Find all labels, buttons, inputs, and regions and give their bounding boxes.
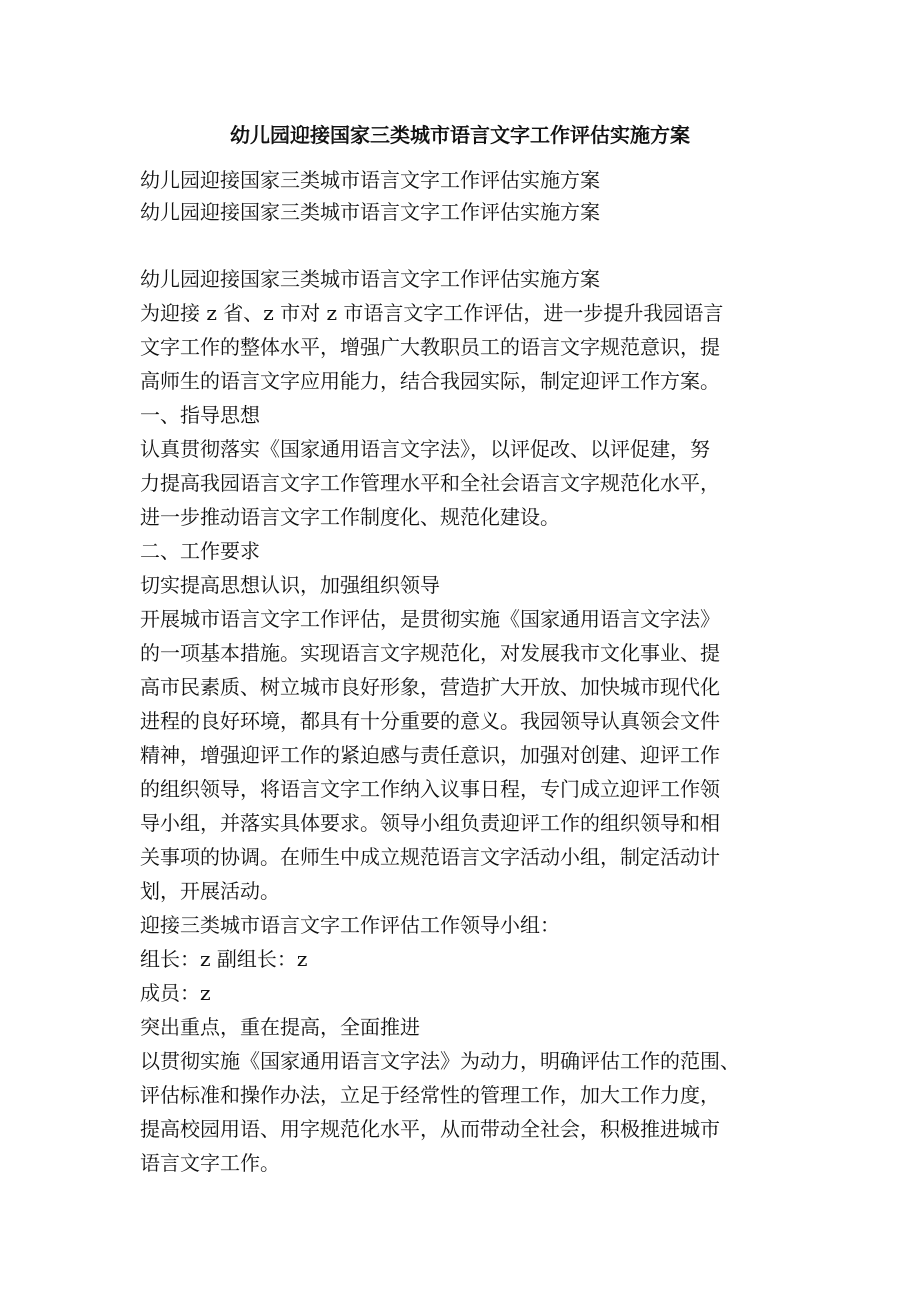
body-line: 高市民素质、树立城市良好形象，营造扩大开放、加快城市现代化 — [140, 675, 720, 699]
body-line: 开展城市语言文字工作评估，是贯彻实施《国家通用语言文字法》 — [140, 607, 720, 631]
body-line: 成员：z — [140, 981, 211, 1005]
body-line: 划，开展活动。 — [140, 879, 280, 903]
subtitle-line-1: 幼儿园迎接国家三类城市语言文字工作评估实施方案 — [140, 168, 600, 192]
body-line: 进一步推动语言文字工作制度化、规范化建设。 — [140, 505, 560, 529]
section-heading: 二、工作要求 — [140, 539, 260, 563]
body-line: 的一项基本措施。实现语言文字规范化，对发展我市文化事业、提 — [140, 641, 720, 665]
body-line: 突出重点，重在提高，全面推进 — [140, 1015, 420, 1039]
body-line: 精神，增强迎评工作的紧迫感与责任意识，加强对创建、迎评工作 — [140, 743, 720, 767]
body-line: 高师生的语言文字应用能力，结合我园实际，制定迎评工作方案。 — [140, 369, 720, 393]
body-line: 语言文字工作。 — [140, 1151, 280, 1175]
subtitle-line-2: 幼儿园迎接国家三类城市语言文字工作评估实施方案 — [140, 200, 600, 224]
body-line: 力提高我园语言文字工作管理水平和全社会语言文字规范化水平， — [140, 471, 720, 495]
body-line: 进程的良好环境，都具有十分重要的意义。我园领导认真领会文件 — [140, 709, 720, 733]
body-line: 组长：z 副组长：z — [140, 947, 308, 971]
body-line: 认真贯彻落实《国家通用语言文字法》，以评促改、以评促建，努 — [140, 437, 710, 461]
body-line: 幼儿园迎接国家三类城市语言文字工作评估实施方案 — [140, 267, 600, 291]
body-line: 文字工作的整体水平，增强广大教职员工的语言文字规范意识，提 — [140, 335, 720, 359]
body-line: 以贯彻实施《国家通用语言文字法》为动力，明确评估工作的范围、 — [140, 1049, 740, 1073]
body-line: 评估标准和操作办法，立足于经常性的管理工作，加大工作力度， — [140, 1083, 720, 1107]
body-line: 导小组，并落实具体要求。领导小组负责迎评工作的组织领导和相 — [140, 811, 720, 835]
body-line: 为迎接 z 省、z 市对 z 市语言文字工作评估，进一步提升我园语言 — [140, 301, 724, 325]
body-line: 提高校园用语、用字规范化水平，从而带动全社会，积极推进城市 — [140, 1117, 720, 1141]
body-line: 关事项的协调。在师生中成立规范语言文字活动小组，制定活动计 — [140, 845, 720, 869]
body-line: 迎接三类城市语言文字工作评估工作领导小组： — [140, 913, 560, 937]
document-title: 幼儿园迎接国家三类城市语言文字工作评估实施方案 — [230, 123, 690, 147]
section-heading: 一、指导思想 — [140, 403, 260, 427]
body-line: 的组织领导，将语言文字工作纳入议事日程，专门成立迎评工作领 — [140, 777, 720, 801]
body-line: 切实提高思想认识，加强组织领导 — [140, 573, 440, 597]
